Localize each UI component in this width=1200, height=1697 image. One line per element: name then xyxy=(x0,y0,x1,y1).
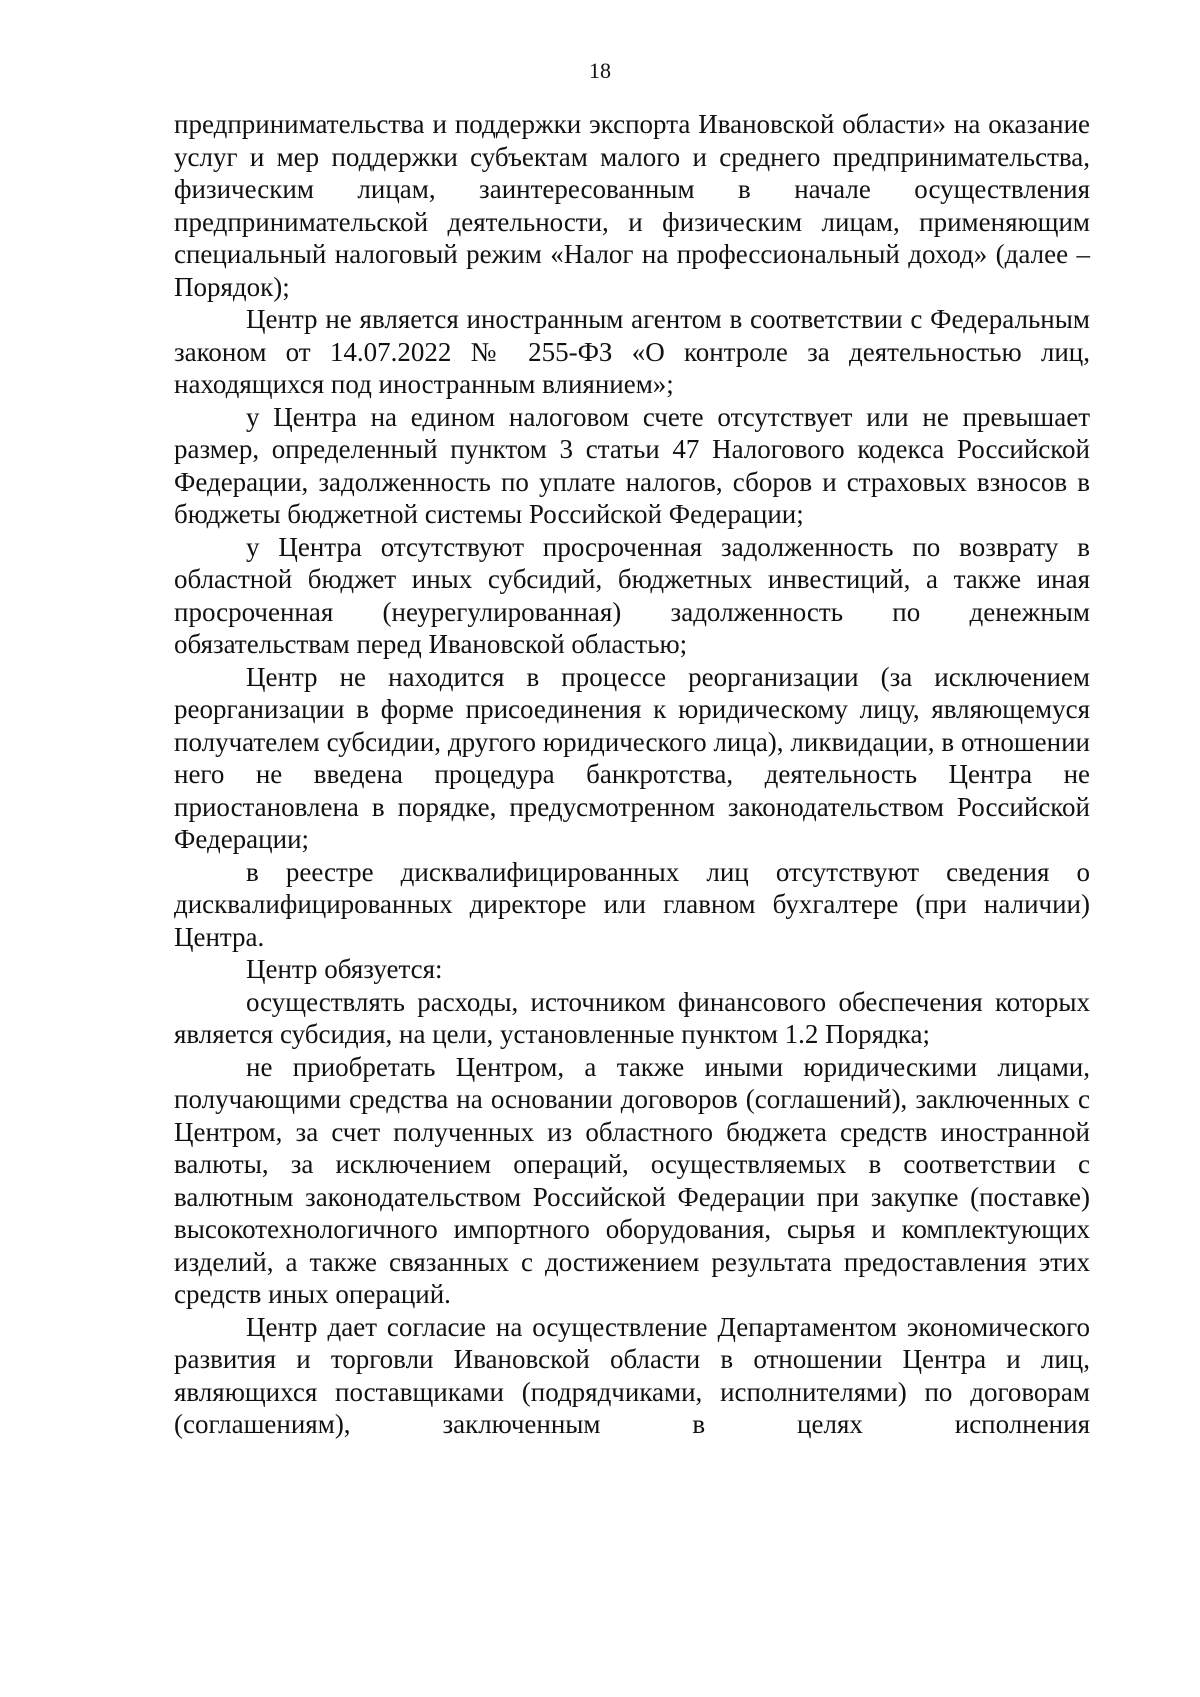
paragraph-reorganization: Центр не находится в процессе реорганизации (за исключением реорганизации в форме присоединения к юридическому лицу, являющемуся получателем субсидии, другого юридического лица), ликвидации, в отношении него не введена процедура банкротства, деятельность Центра не приостановлена в порядке, предусмотренном законодательством Российской Федерации; xyxy=(174,661,1090,854)
paragraph-consent: Центр дает согласие на осуществление Департаментом экономического развития и торговли Ивановской области в отношении Центра и лиц, являющихся поставщиками (подрядчиками, исполнителями) по договорам (соглашениям), заключенным в целях исполнения xyxy=(174,1311,1090,1439)
paragraph-expenses: осуществлять расходы, источником финансового обеспечения которых является субсидия, на цели, установленные пунктом 1.2 Порядка; xyxy=(174,986,1090,1049)
paragraph-obligations-heading: Центр обязуется: xyxy=(246,954,443,984)
paragraph-disqualified-persons: в реестре дисквалифицированных лиц отсутствуют сведения о дисквалифицированных директоре или главном бухгалтере (при наличии) Центра. xyxy=(174,856,1090,952)
paragraph-overdue-debt: у Центра отсутствуют просроченная задолженность по возврату в областной бюджет иных субсидий, бюджетных инвестиций, а также иная просроченная (неурегулированная) задолженность по денежным обязательствам перед Ивановской областью; xyxy=(174,531,1090,659)
paragraph-foreign-currency: не приобретать Центром, а также иными юридическими лицами, получающими средства на основании договоров (соглашений), заключенных с Центром, за счет полученных из областного бюджета средств иностранной валюты, за исключением операций, осуществляемых в соответствии с валютным законодательством Российской Федерации при закупке (поставке) высокотехнологичного импортного оборудования, сырья и комплектующих изделий, а также связанных с достижением результата предоставления этих средств иных операций. xyxy=(174,1051,1090,1309)
document-body xyxy=(174,108,1090,1441)
paragraph-tax-debt: у Центра на едином налоговом счете отсутствует или не превышает размер, определенный пунктом 3 статьи 47 Налогового кодекса Российской Федерации, задолженность по уплате налогов, сборов и страховых взносов в бюджеты бюджетной системы Российской Федерации; xyxy=(174,401,1090,529)
paragraph-continuation: предпринимательства и поддержки экспорта Ивановской области» на оказание услуг и мер поддержки субъектам малого и среднего предпринимательства, физическим лицам, заинтересованным в начале осуществления предпринимательской деятельности, и физическим лицам, применяющим специальный налоговый режим «Налог на профессиональный доход» (далее – Порядок); xyxy=(174,109,1090,302)
paragraph-foreign-agent: Центр не является иностранным агентом в соответствии с Федеральным законом от 14.07.2022 № 255-ФЗ «О контроле за деятельностью лиц, находящихся под иностранным влиянием»; xyxy=(174,304,1090,399)
page-number: 18 xyxy=(589,58,611,83)
